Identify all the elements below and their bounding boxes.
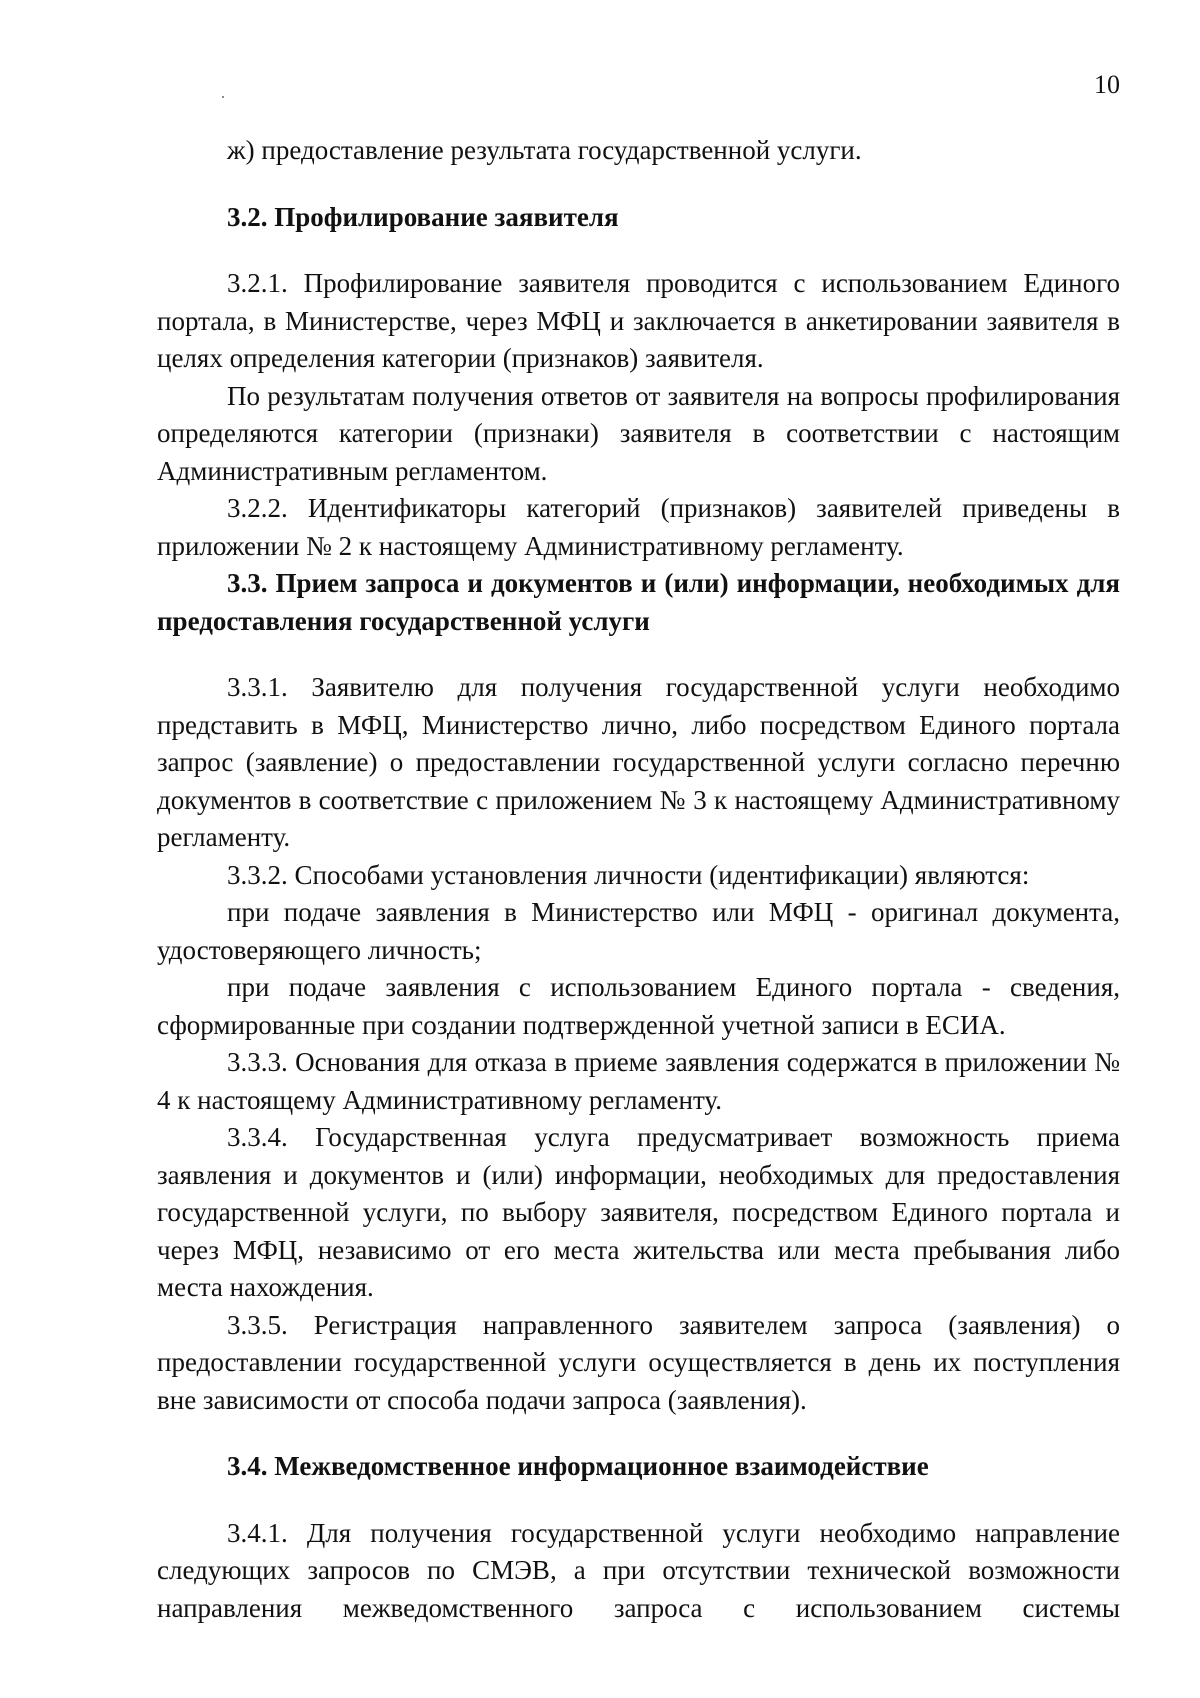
- paragraph-3-3-5: 3.3.5. Регистрация направленного заявителем запроса (заявления) о предоставлении государственной услуги осуществляется в день их поступления вне зависимости от способа подачи запроса (заявления).: [157, 1309, 1120, 1415]
- paragraph-3-3-3: 3.3.3. Основания для отказа в приеме заявления содержатся в приложении № 4 к настоящему Административному регламенту.: [157, 1047, 1120, 1115]
- paragraph-identification-ministry: при подаче заявления в Министерство или МФЦ - оригинал документа, удостоверяющего личность;: [157, 897, 1120, 965]
- paragraph-3-3-2: 3.3.2. Способами установления личности (идентификации) являются:: [227, 859, 1030, 890]
- paragraph-3-3-1: 3.3.1. Заявителю для получения государственной услуги необходимо представить в МФЦ, Министерство лично, либо посредством Единого портала запрос (заявление) о предоставлении государственной услуги согласно перечню документов в соответствие с приложением № 3 к настоящему Административному регламенту.: [157, 672, 1120, 852]
- paragraph-3-2-1: 3.2.1. Профилирование заявителя проводится с использованием Единого портала, в Министерстве, через МФЦ и заключается в анкетировании заявителя в целях определения категории (признаков) заявителя.: [157, 268, 1120, 373]
- paragraph-3-2-2: 3.2.2. Идентификаторы категорий (признаков) заявителей приведены в приложении № 2 к настоящему Административному регламенту.: [157, 493, 1120, 561]
- section-heading-3-3: 3.3. Прием запроса и документов и (или) информации, необходимых для предоставления государственной услуги: [157, 568, 1120, 636]
- page-number: 10: [1094, 70, 1120, 99]
- document-body: [157, 132, 1120, 1627]
- paragraph-profiling-results: По результатам получения ответов от заявителя на вопросы профилирования определяются категории (признаки) заявителя в соответствии с настоящим Административным регламентом.: [157, 380, 1120, 486]
- section-heading-3-4: 3.4. Межведомственное информационное взаимодействие: [227, 1451, 929, 1481]
- list-item-zh: ж) предоставление результата государственной услуги.: [227, 135, 862, 165]
- paragraph-3-3-4: 3.3.4. Государственная услуга предусматривает возможность приема заявления и документов и (или) информации, необходимых для предоставления государственной услуги, по выбору заявителя, посредством Единого портала и через МФЦ, независимо от его места жительства или места пребывания либо места нахождения.: [157, 1122, 1120, 1302]
- paragraph-3-4-1: 3.4.1. Для получения государственной услуги необходимо направление следующих запросов по СМЭВ, а при отсутствии технической возможности направления межведомственного запроса с использованием системы: [157, 1517, 1120, 1623]
- scan-artifact: [222, 96, 224, 98]
- paragraph-identification-portal: при подаче заявления с использованием Единого портала - сведения, сформированные при создании подтвержденной учетной записи в ЕСИА.: [157, 972, 1120, 1040]
- section-heading-3-2: 3.2. Профилирование заявителя: [227, 201, 619, 232]
